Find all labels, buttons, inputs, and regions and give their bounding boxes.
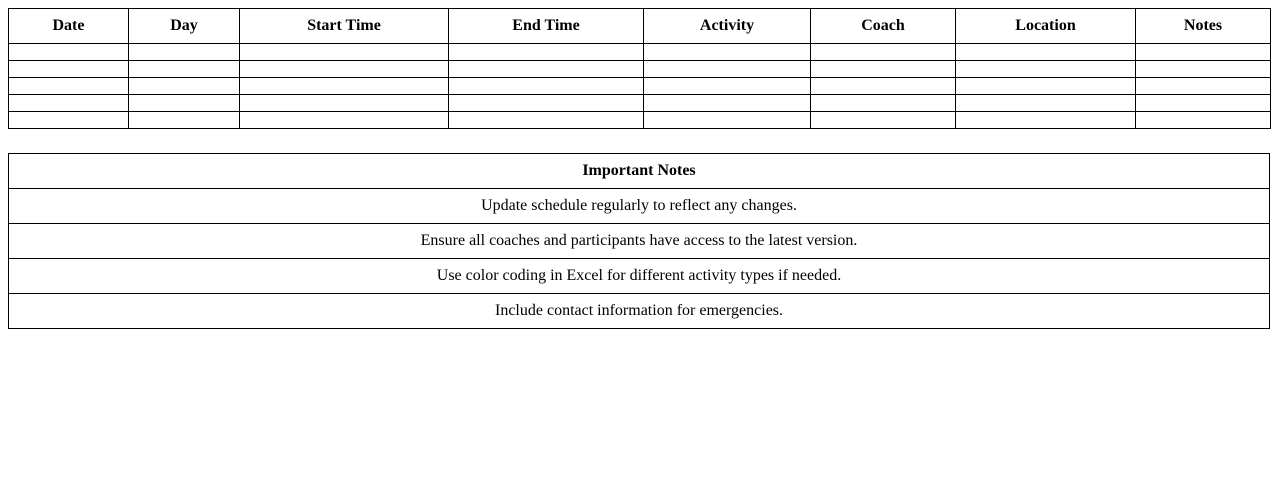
table-cell-start-time[interactable]: [240, 61, 449, 78]
table-cell-date[interactable]: [9, 112, 129, 129]
column-header-day: Day: [129, 9, 240, 44]
important-notes-title: Important Notes: [9, 154, 1270, 189]
table-cell-date[interactable]: [9, 95, 129, 112]
important-notes-header-row: [9, 154, 1270, 189]
table-cell-end-time[interactable]: [449, 112, 644, 129]
table-cell-activity[interactable]: [644, 61, 811, 78]
table-cell-start-time[interactable]: [240, 112, 449, 129]
note-item: Include contact information for emergencies.: [9, 294, 1270, 329]
column-header-end-time: End Time: [449, 9, 644, 44]
table-cell-coach[interactable]: [811, 78, 956, 95]
note-row: [9, 224, 1270, 259]
schedule-header-row: [9, 9, 1271, 44]
table-cell-activity[interactable]: [644, 95, 811, 112]
column-header-start-time: Start Time: [240, 9, 449, 44]
table-cell-date[interactable]: [9, 44, 129, 61]
table-cell-coach[interactable]: [811, 44, 956, 61]
table-cell-end-time[interactable]: [449, 78, 644, 95]
table-cell-day[interactable]: [129, 95, 240, 112]
table-cell-end-time[interactable]: [449, 44, 644, 61]
table-cell-end-time[interactable]: [449, 61, 644, 78]
table-cell-notes[interactable]: [1136, 112, 1271, 129]
table-cell-day[interactable]: [129, 44, 240, 61]
column-header-activity: Activity: [644, 9, 811, 44]
table-cell-location[interactable]: [956, 112, 1136, 129]
table-row: [9, 44, 1271, 61]
table-cell-coach[interactable]: [811, 61, 956, 78]
table-cell-date[interactable]: [9, 78, 129, 95]
table-row: [9, 112, 1271, 129]
table-cell-start-time[interactable]: [240, 78, 449, 95]
table-cell-coach[interactable]: [811, 95, 956, 112]
table-cell-location[interactable]: [956, 61, 1136, 78]
table-cell-activity[interactable]: [644, 78, 811, 95]
note-item: Use color coding in Excel for different activity types if needed.: [9, 259, 1270, 294]
table-cell-location[interactable]: [956, 78, 1136, 95]
column-header-date: Date: [9, 9, 129, 44]
table-cell-day[interactable]: [129, 61, 240, 78]
schedule-table: [8, 8, 1271, 129]
column-header-coach: Coach: [811, 9, 956, 44]
important-notes-table: [8, 153, 1270, 329]
table-cell-location[interactable]: [956, 95, 1136, 112]
table-cell-notes[interactable]: [1136, 61, 1271, 78]
table-cell-end-time[interactable]: [449, 95, 644, 112]
table-cell-start-time[interactable]: [240, 95, 449, 112]
table-row: [9, 61, 1271, 78]
note-row: [9, 259, 1270, 294]
table-cell-notes[interactable]: [1136, 44, 1271, 61]
column-header-notes: Notes: [1136, 9, 1271, 44]
table-cell-day[interactable]: [129, 78, 240, 95]
table-cell-activity[interactable]: [644, 112, 811, 129]
table-cell-activity[interactable]: [644, 44, 811, 61]
note-item: Ensure all coaches and participants have access to the latest version.: [9, 224, 1270, 259]
table-cell-coach[interactable]: [811, 112, 956, 129]
note-row: [9, 294, 1270, 329]
note-row: [9, 189, 1270, 224]
table-row: [9, 78, 1271, 95]
table-cell-location[interactable]: [956, 44, 1136, 61]
table-cell-start-time[interactable]: [240, 44, 449, 61]
table-row: [9, 95, 1271, 112]
table-cell-notes[interactable]: [1136, 95, 1271, 112]
note-item: Update schedule regularly to reflect any changes.: [9, 189, 1270, 224]
table-cell-notes[interactable]: [1136, 78, 1271, 95]
table-cell-date[interactable]: [9, 61, 129, 78]
table-cell-day[interactable]: [129, 112, 240, 129]
column-header-location: Location: [956, 9, 1136, 44]
